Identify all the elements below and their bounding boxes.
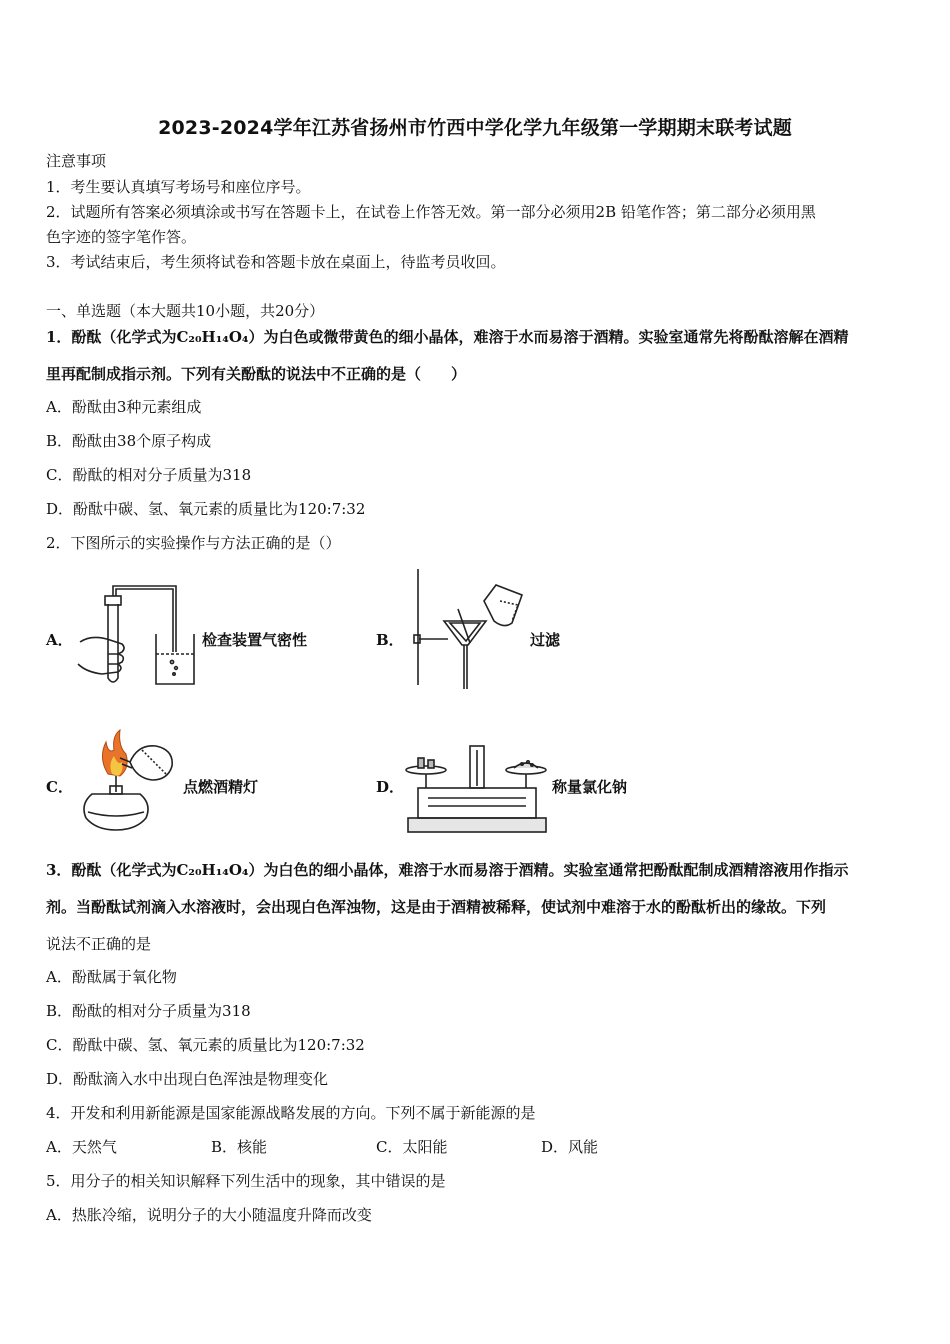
page-title: 2023-2024学年江苏省扬州市竹西中学化学九年级第一学期期末联考试题	[158, 117, 792, 139]
question-2-option-b-caption: 过滤	[530, 631, 561, 649]
question-2-option-d-caption: 称量氯化钠	[552, 778, 628, 796]
question-1-option-b: B．酚酞由38个原子构成	[46, 432, 212, 450]
notice-item: 3．考试结束后，考生须将试卷和答题卡放在桌面上，待监考员收回。	[46, 253, 506, 271]
filtration-illustration	[400, 565, 530, 691]
balance-scale-illustration	[404, 740, 550, 836]
question-3-option-c: C．酚酞中碳、氢、氧元素的质量比为120:7:32	[46, 1036, 365, 1054]
question-1-stem: 里再配制成指示剂。下列有关酚酞的说法中不正确的是（ ）	[46, 365, 467, 383]
notice-item: 2．试题所有答案必须填涂或书写在答题卡上，在试卷上作答无效。第一部分必须用2B 铅笔作答；第二部分必须用黑	[46, 203, 816, 221]
question-4-option-c: C．太阳能	[376, 1138, 448, 1156]
question-4-option-a: A．天然气	[46, 1138, 117, 1156]
question-2-option-c-caption: 点燃酒精灯	[183, 778, 259, 796]
question-2-stem: 2．下图所示的实验操作与方法正确的是（）	[46, 534, 341, 552]
question-1-option-a: A．酚酞由3种元素组成	[46, 398, 202, 416]
question-2-option-d-letter: D．	[376, 778, 405, 796]
question-2-option-b-letter: B．	[376, 631, 404, 649]
question-4-stem: 4．开发和利用新能源是国家能源战略发展的方向。下列不属于新能源的是	[46, 1104, 536, 1122]
question-3-option-d: D．酚酞滴入水中出现白色浑浊是物理变化	[46, 1070, 329, 1088]
question-3-stem: 剂。当酚酞试剂滴入水溶液时，会出现白色浑浊物，这是由于酒精被稀释，使试剂中难溶于水的酚酞析出的缘故。下列	[46, 898, 827, 916]
question-3-option-a: A．酚酞属于氧化物	[46, 968, 177, 986]
question-4-option-d: D．风能	[541, 1138, 599, 1156]
question-1-option-d: D．酚酞中碳、氢、氧元素的质量比为120:7:32	[46, 500, 366, 518]
question-4-option-b: B．核能	[211, 1138, 268, 1156]
notice-item: 色字迹的签字笔作答。	[46, 228, 197, 246]
lighting-alcohol-lamp-illustration	[72, 728, 182, 834]
question-2-option-a-letter: A．	[46, 631, 73, 649]
notice-item: 1．考生要认真填写考场号和座位序号。	[46, 178, 311, 196]
question-1-option-c: C．酚酞的相对分子质量为318	[46, 466, 252, 484]
notice-heading: 注意事项	[46, 152, 107, 170]
question-2-option-a-caption: 检查装置气密性	[202, 631, 308, 649]
question-3-option-b: B．酚酞的相对分子质量为318	[46, 1002, 251, 1020]
airtightness-check-illustration	[72, 582, 202, 688]
question-3-stem: 说法不正确的是	[46, 935, 152, 953]
section-heading: 一、单选题（本大题共10小题，共20分）	[46, 302, 325, 320]
question-5-stem: 5．用分子的相关知识解释下列生活中的现象，其中错误的是	[46, 1172, 446, 1190]
question-2-option-c-letter: C．	[46, 778, 73, 796]
question-1-stem: 1．酚酞（化学式为C₂₀H₁₄O₄）为白色或微带黄色的细小晶体，难溶于水而易溶于酒精。实验室通常先将酚酞溶解在酒精	[46, 328, 849, 346]
question-3-stem: 3．酚酞（化学式为C₂₀H₁₄O₄）为白色的细小晶体，难溶于水而易溶于酒精。实验室通常把酚酞配制成酒精溶液用作指示	[46, 861, 849, 879]
question-5-option-a: A．热胀冷缩，说明分子的大小随温度升降而改变	[46, 1206, 372, 1224]
